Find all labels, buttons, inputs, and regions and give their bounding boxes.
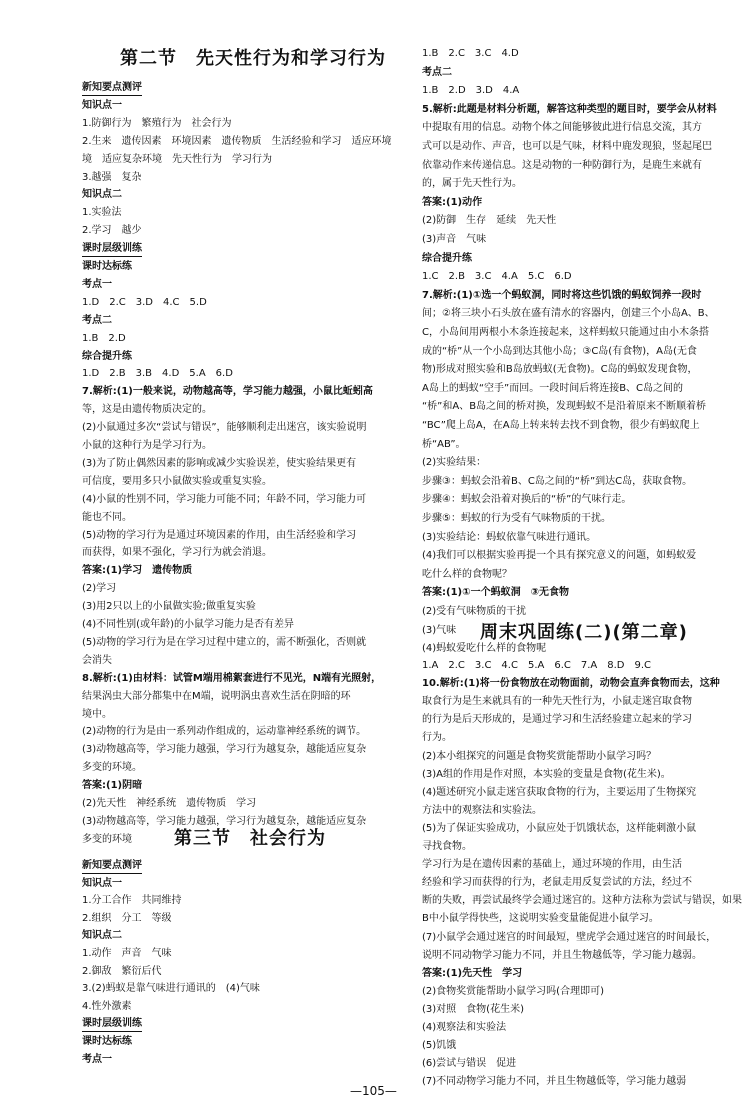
text-line: 多变的环境。 — [82, 762, 142, 774]
text-line: 学习行为是在遗传因素的基础上，通过环境的作用，由生活 — [422, 859, 682, 871]
text-line: 1.D 2.B 3.B 4.D 5.A 6.D — [82, 368, 233, 380]
text-line: 的，属于先天性行为。 — [422, 178, 522, 190]
text-line: (2)受有气味物质的干扰 — [422, 606, 527, 617]
text-line: 成的“桥”从一个小岛到达其他小岛；③C岛(有食物)，A岛(无食 — [422, 345, 697, 357]
text-line: 境中。 — [82, 708, 112, 720]
text-line: (3)声音 气味 — [422, 234, 487, 245]
text-line: C，小岛间用两根小木条连接起来，这样蚂蚁只能通过由小木条搭 — [422, 327, 709, 338]
text-line: 1.D 2.C 3.D 4.C 5.D — [82, 296, 207, 308]
text-line: 的行为是后天形成的，是通过学习和生活经验建立起来的学习 — [422, 714, 692, 726]
weekly-review-title: 周末巩固练(二)(第二章) — [480, 622, 688, 643]
text-line: 答案:(1)阴暗 — [82, 780, 143, 792]
text-line: (4)我们可以根据实验再提一个具有探究意义的问题，如蚂蚁爱 — [422, 550, 697, 562]
text-line: 考点一 — [82, 1053, 112, 1065]
text-line: (3)用2只以上的小鼠做实验;做重复实验 — [82, 601, 256, 613]
text-line: (4)小鼠的性别不同，学习能力可能不同；年龄不同，学习能力可 — [82, 493, 367, 505]
text-line: 能也不同。 — [82, 511, 132, 523]
text-line: 课时层级训练 — [82, 1018, 142, 1032]
text-line: 课时层级训练 — [82, 243, 142, 257]
text-line: (5)动物的学习行为是通过环境因素的作用，由生活经验和学习 — [82, 529, 357, 541]
text-line: 1.动作 声音 气味 — [82, 948, 172, 959]
text-line: (2)动物的行为是由一系列动作组成的，运动靠神经系统的调节。 — [82, 726, 367, 738]
text-line: (6)尝试与错误 促进 — [422, 1058, 517, 1070]
text-line: 步骤④：蚂蚁会沿着对换后的“桥”的气味行走。 — [422, 494, 632, 506]
text-line: 2.生来 遗传因素 环境因素 遗传物质 生活经验和学习 适应环境 — [82, 135, 392, 147]
text-line: 吃什么样的食物呢？ — [422, 568, 512, 580]
text-line: 5.解析:此题是材料分析题，解答这种类型的题目时，要学会从材料 — [422, 103, 717, 115]
text-line: 考点一 — [82, 278, 112, 290]
text-line: 式可以是动作、声音，也可以是气味，材料中鹿发现狼，竖起尾巴 — [422, 141, 712, 152]
text-line: (4)不同性别(或年龄)的小鼠学习能力是否有差异 — [82, 619, 294, 630]
text-line: 1.A 2.C 3.C 4.C 5.A 6.C 7.A 8.D 9.C — [422, 660, 652, 671]
text-line: (3)为了防止偶然因素的影响或减少实验误差，使实验结果更有 — [82, 457, 357, 469]
text-line: 等，这是由遗传物质决定的。 — [82, 404, 212, 416]
text-line: 物)形成对照实验和B岛放蚂蚁(无食物)。C岛的蚂蚁发现食物， — [422, 364, 698, 376]
text-line: (2)先天性 神经系统 遗传物质 学习 — [82, 798, 257, 809]
text-line: A岛上的蚂蚁“空手”而回。一段时间后将连接B、C岛之间的 — [422, 382, 684, 394]
text-line: 考点二 — [82, 314, 112, 326]
text-line: 1.B 2.D 3.D 4.A — [422, 85, 520, 97]
text-line: (3)实验结论：蚂蚁依靠气味进行通讯。 — [422, 531, 597, 543]
text-line: 知识点一 — [82, 877, 122, 889]
text-line: 7.解析:(1)①选一个蚂蚁洞，同时将这些饥饿的蚂蚁饲养一段时 — [422, 289, 702, 301]
text-line: 1.分工合作 共同维持 — [82, 895, 182, 907]
text-line: “BC”爬上岛A，在A岛上转来转去找不到食物，很少有蚂蚁爬上 — [422, 420, 700, 431]
text-line: 桥“AB”。 — [422, 438, 466, 450]
text-line: (2)食物奖赏能帮助小鼠学习吗(合理即可) — [422, 985, 604, 997]
text-line: 1.B 2.C 3.C 4.D — [422, 48, 519, 59]
text-line: (4)题述研究小鼠走迷宫获取食物的行为，主要运用了生物探究 — [422, 786, 697, 798]
text-line: (2)学习 — [82, 583, 117, 595]
text-line: 3.(2)蚂蚁是靠气味进行通讯的 (4)气味 — [82, 983, 260, 995]
text-line: 小鼠的这种行为是学习行为。 — [82, 440, 212, 451]
text-line: 寻找食物。 — [422, 841, 472, 852]
page-number: —105— — [350, 1084, 397, 1098]
text-line: (5)动物的学习行为是在学习过程中建立的，需不断强化，否则就 — [82, 636, 367, 648]
text-line: 经验和学习而获得的行为，老鼠走用反复尝试的方法，经过不 — [422, 877, 692, 889]
text-line: 8.解析:(1)由材料：试管M端用棉絮套进行不见光，N端有光照射， — [82, 672, 382, 684]
text-line: 综合提升练 — [82, 350, 132, 362]
text-line: (3)对照 食物(花生米) — [422, 1003, 524, 1015]
text-line: (5)为了保证实验成功，小鼠应处于饥饿状态，这样能刺激小鼠 — [422, 822, 697, 834]
text-line: 新知要点测评 — [82, 860, 142, 874]
text-line: (7)小鼠学会通过迷宫的时间最短，壁虎学会通过迷宫的时间最长， — [422, 931, 717, 943]
text-line: (3)A组的作用是作对照，本实验的变量是食物(花生米)。 — [422, 768, 671, 780]
text-line: (2)实验结果： — [422, 457, 487, 469]
text-line: 而获得，如果不强化，学习行为就会消退。 — [82, 547, 272, 559]
text-line: 答案:(1)先天性 学习 — [422, 967, 523, 979]
text-line: 4.性外激素 — [82, 1000, 132, 1012]
text-line: 3.越强 复杂 — [82, 171, 142, 183]
text-line: (2)防御 生存 延续 先天性 — [422, 215, 557, 227]
text-line: 2.学习 越少 — [82, 225, 142, 237]
text-line: 取食行为是生来就具有的一种先天性行为，小鼠走迷宫取食物 — [422, 696, 692, 708]
section-title-2: 第二节 先天性行为和学习行为 — [120, 48, 386, 69]
text-line: 考点二 — [422, 66, 452, 78]
text-line: 依靠动作来传递信息。这是动物的一种防御行为，是鹿生来就有 — [422, 159, 702, 171]
text-line: 方法中的观察法和实验法。 — [422, 804, 542, 816]
text-line: 2.御敌 繁衍后代 — [82, 965, 162, 977]
text-line: B中小鼠学得快些，这说明实验变量能促进小鼠学习。 — [422, 913, 659, 925]
text-line: (4)蚂蚁爱吃什么样的食物呢 — [422, 643, 547, 655]
text-line: 答案:(1)动作 — [422, 196, 483, 208]
text-line: 知识点一 — [82, 99, 122, 111]
text-line: 行为。 — [422, 732, 452, 744]
text-line: 间；②将三块小石头放在盛有清水的容器内，创建三个小岛A、B、 — [422, 308, 715, 320]
text-line: 10.解析:(1)将一份食物放在动物面前，动物会直奔食物而去，这种 — [422, 678, 720, 690]
text-line: 步骤⑤：蚂蚁的行为受有气味物质的干扰。 — [422, 513, 611, 524]
text-line: (3)动物越高等，学习能力越强，学习行为越复杂，越能适应复杂 — [82, 815, 367, 827]
text-line: 答案:(1)学习 遗传物质 — [82, 565, 193, 577]
text-line: 会消失 — [82, 654, 112, 666]
text-line: 新知要点测评 — [82, 82, 142, 96]
text-line: 说明不同动物学习能力不同，并且生物越低等，学习能力越弱。 — [422, 949, 702, 961]
text-line: 1.防御行为 繁殖行为 社会行为 — [82, 117, 232, 129]
text-line: (7)不同动物学习能力不同，并且生物越低等，学习能力越弱 — [422, 1076, 687, 1088]
text-line: (2)本小组探究的问题是食物奖赏能帮助小鼠学习吗？ — [422, 750, 657, 762]
text-line: 步骤③：蚂蚁会沿着B、C岛之间的“桥”到达C岛，获取食物。 — [422, 475, 693, 487]
text-line: 可信度，要用多只小鼠做实验或重复实验。 — [82, 475, 272, 487]
text-line: (4)观察法和实验法 — [422, 1022, 507, 1033]
text-line: 7.解析:(1)一般来说，动物越高等，学习能力越强，小鼠比蚯蚓高 — [82, 386, 373, 398]
text-line: 综合提升练 — [422, 252, 472, 264]
text-line: 断的失败，再尝试最终学会通过迷宫的。这种方法称为尝试与错误，如果 — [422, 895, 742, 907]
text-line: 多变的环境 — [82, 833, 132, 845]
text-line: 知识点二 — [82, 930, 122, 942]
text-line: 1.B 2.D — [82, 332, 126, 344]
text-line: 境 适应复杂环境 先天性行为 学习行为 — [82, 153, 272, 165]
text-line: 1.C 2.B 3.C 4.A 5.C 6.D — [422, 271, 572, 283]
text-line: 结果涡虫大部分都集中在M端，说明涡虫喜欢生活在阴暗的环 — [82, 690, 351, 702]
text-line: 课时达标练 — [82, 1036, 132, 1047]
text-line: 中提取有用的信息。动物个体之间能够彼此进行信息交流，其方 — [422, 122, 702, 134]
section-title-3: 第三节 社会行为 — [174, 828, 326, 849]
text-line: (5)饥饿 — [422, 1040, 457, 1052]
text-line: 知识点二 — [82, 189, 122, 201]
text-line: 1.实验法 — [82, 207, 122, 219]
text-line: 课时达标练 — [82, 261, 132, 272]
text-line: (2)小鼠通过多次“尝试与错误”，能够顺利走出迷宫，该实验说明 — [82, 422, 367, 434]
text-line: (3)动物越高等，学习能力越强，学习行为越复杂，越能适应复杂 — [82, 744, 367, 756]
text-line: 2.组织 分工 等级 — [82, 912, 172, 924]
text-line: “桥”和A、B岛之间的桥对换，发现蚂蚁不是沿着原来不断顺着桥 — [422, 401, 707, 413]
text-line: (3)气味 — [422, 624, 457, 636]
text-line: 答案:(1)①一个蚂蚁洞 ③无食物 — [422, 587, 570, 599]
